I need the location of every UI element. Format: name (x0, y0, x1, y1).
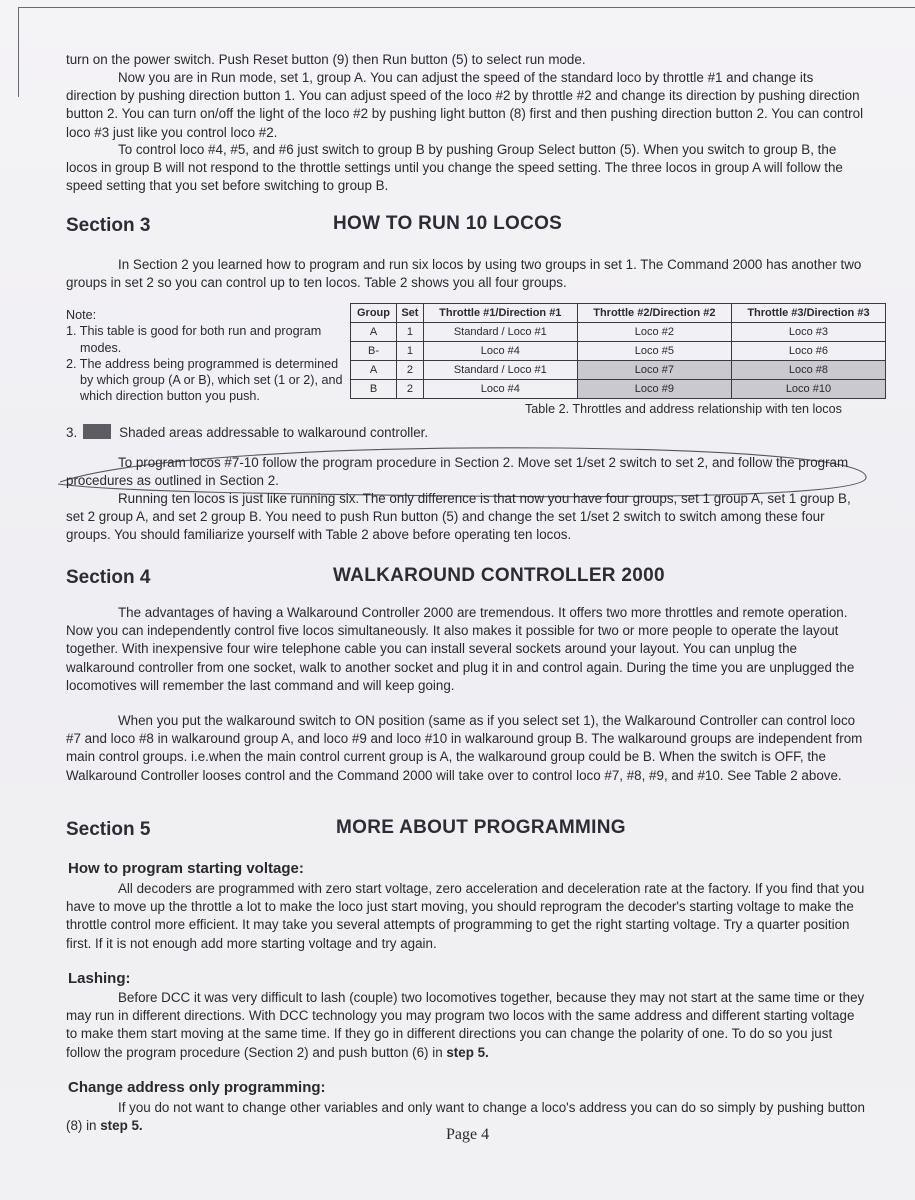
starting-voltage-heading: How to program starting voltage: (68, 860, 304, 877)
header-set: Set (397, 304, 424, 323)
table-header-row (351, 304, 886, 323)
note-title: Note: (66, 308, 97, 322)
header-throttle-2: Throttle #2/Direction #2 (577, 304, 731, 323)
cell-throttle-2-shaded: Loco #9 (577, 380, 731, 399)
change-address-heading: Change address only programming: (68, 1079, 326, 1096)
walkaround-switch-paragraph: When you put the walkaround switch to ON position (same as if you select set 1), the Walkaround Controller can control loco #7 and loco #8 in walkaround group A, and loco #9 and loco #10 in walkaround group B. The walkaround groups are independent from main control groups. i.e.when the main control current group is A, the walkaround group could be B. When the switch is OFF, the Walkaround Controller looses control and the Command 2000 will take over to control loco #7, #8, #9, and #10. See Table 2 above. (66, 713, 863, 783)
section-4-title: WALKAROUND CONTROLLER 2000 (333, 565, 665, 586)
run-ten-locos-paragraph: Running ten locos is just like running six. The only difference is that now you have four groups, set 1 group A, set 1 group B, set 2 group A, and set 2 group B. You need to push Run button (5) and change the set 1/set 2 switch to switch among these four groups. You should familiarize yourself with Table 2 above before operating ten locos. (66, 491, 851, 543)
cell-set: 1 (397, 342, 424, 361)
cell-throttle-2-shaded: Loco #7 (577, 361, 731, 380)
page-border-left (18, 7, 19, 97)
cell-group: A (351, 361, 397, 380)
section-3-label: Section 3 (66, 215, 151, 236)
cell-set: 2 (397, 380, 424, 399)
table-row (351, 323, 886, 342)
section-3-intro: In Section 2 you learned how to program and run six locos by using two groups in set 1. The Command 2000 has another two groups in set 2 so you can control up to ten locos. Table 2 shows you all four groups. (66, 257, 862, 291)
page-number: Page 4 (446, 1126, 490, 1143)
lashing-step: step 5. (446, 1044, 489, 1060)
cell-throttle-2: Loco #2 (577, 323, 731, 342)
note-1: 1. This table is good for both run and program modes. (66, 324, 322, 355)
cell-throttle-1: Standard / Loco #1 (423, 323, 577, 342)
cell-group: B- (351, 342, 397, 361)
cell-throttle-3: Loco #6 (731, 342, 885, 361)
cell-throttle-2: Loco #5 (577, 342, 731, 361)
cell-set: 1 (397, 323, 424, 342)
change-address-text: If you do not want to change other variables and only want to change a loco's address you can do so simply by pushing button (8) in (66, 1100, 865, 1134)
cell-set: 2 (397, 361, 424, 380)
section-5-label: Section 5 (66, 819, 151, 840)
page-border-top (18, 7, 915, 8)
section-5-title: MORE ABOUT PROGRAMMING (336, 817, 626, 838)
note-3-number: 3. (66, 425, 78, 440)
section-3-title: HOW TO RUN 10 LOCOS (333, 213, 563, 234)
header-throttle-3: Throttle #3/Direction #3 (731, 304, 885, 323)
lashing-paragraph (66, 989, 866, 1062)
note-3-text: Shaded areas addressable to walkaround controller. (119, 425, 429, 440)
note-2: 2. The address being programmed is determined by which group (A or B), which set (1 or 2), and which direction button you push. (66, 356, 343, 404)
program-locos-paragraph: To program locos #7-10 follow the program procedure in Section 2. Move set 1/set 2 switch to set 2, and follow the program procedures as outlined in Section 2. (66, 455, 849, 489)
lashing-heading: Lashing: (68, 970, 131, 987)
header-throttle-1: Throttle #1/Direction #1 (423, 304, 577, 323)
change-address-step: step 5. (100, 1118, 143, 1134)
group-b-paragraph: To control loco #4, #5, and #6 just switch to group B by pushing Group Select button (5). When you switch to group B, the locos in group B will not respond to the throttle settings until you change the speed setting. The three locos in group A will follow the speed setting that you set before switching to group B. (66, 142, 843, 194)
starting-voltage-paragraph: All decoders are programmed with zero start voltage, zero acceleration and deceleration rate at the factory. If you find that you have to move up the throttle a lot to make the loco just start moving, you should reprogram the decoder's starting voltage to make the throttle control more efficient. It may take you several attempts of programming to get the right starting voltage. Try a quarter position first. If it is not enough add more starting voltage and try again. (66, 881, 865, 951)
table-row (351, 361, 886, 380)
cell-throttle-3-shaded: Loco #8 (731, 361, 885, 380)
table-row (351, 342, 886, 361)
cell-throttle-1: Loco #4 (423, 380, 577, 399)
cell-throttle-3-shaded: Loco #10 (731, 380, 885, 399)
walkaround-advantages-paragraph: The advantages of having a Walkaround Controller 2000 are tremendous. It offers two more throttles and remote operation. Now you can independently control five locos simultaneously. It also makes it possible for two or more people to operate the layout together. With inexpensive four wire telephone cable you can install several sockets around your layout. You can unplug the walkaround controller from one socket, walk to another socket and plug it in and control again. During the time you are unplugged the locomotives will remember the last command and will keep going. (66, 605, 855, 693)
table-2 (350, 303, 886, 399)
run-mode-paragraph: Now you are in Run mode, set 1, group A. You can adjust the speed of the standard loco by throttle #1 and change its direction by pushing direction button 1. You can adjust speed of the loco #2 by throttle #2 and change its direction by pushing direction button 2. You can turn on/off the light of the loco #2 by pushing light button (8) first and then pushing direction button 2. You can control loco #3 just like you control loco #2. (66, 70, 864, 140)
intro-line: turn on the power switch. Push Reset button (9) then Run button (5) to select run mode. (66, 52, 586, 67)
cell-group: A (351, 323, 397, 342)
cell-throttle-3: Loco #3 (731, 323, 885, 342)
header-group: Group (351, 304, 397, 323)
cell-throttle-1: Standard / Loco #1 (423, 361, 577, 380)
table-row (351, 380, 886, 399)
cell-throttle-1: Loco #4 (423, 342, 577, 361)
table-notes (66, 307, 346, 405)
lashing-text: Before DCC it was very difficult to lash (couple) two locomotives together, because they may not start at the same time or they may run in different directions. With DCC technology you may program two locos with the same address and different starting voltage to make them start moving at the same time. If they go in different directions you can change the polarity of one. To do so you just follow the program procedure (Section 2) and push button (6) in (66, 990, 865, 1060)
section-4-label: Section 4 (66, 567, 151, 588)
note-3 (66, 424, 428, 440)
cell-group: B (351, 380, 397, 399)
shade-swatch (83, 424, 111, 439)
table-caption: Table 2. Throttles and address relationship with ten locos (525, 402, 842, 416)
